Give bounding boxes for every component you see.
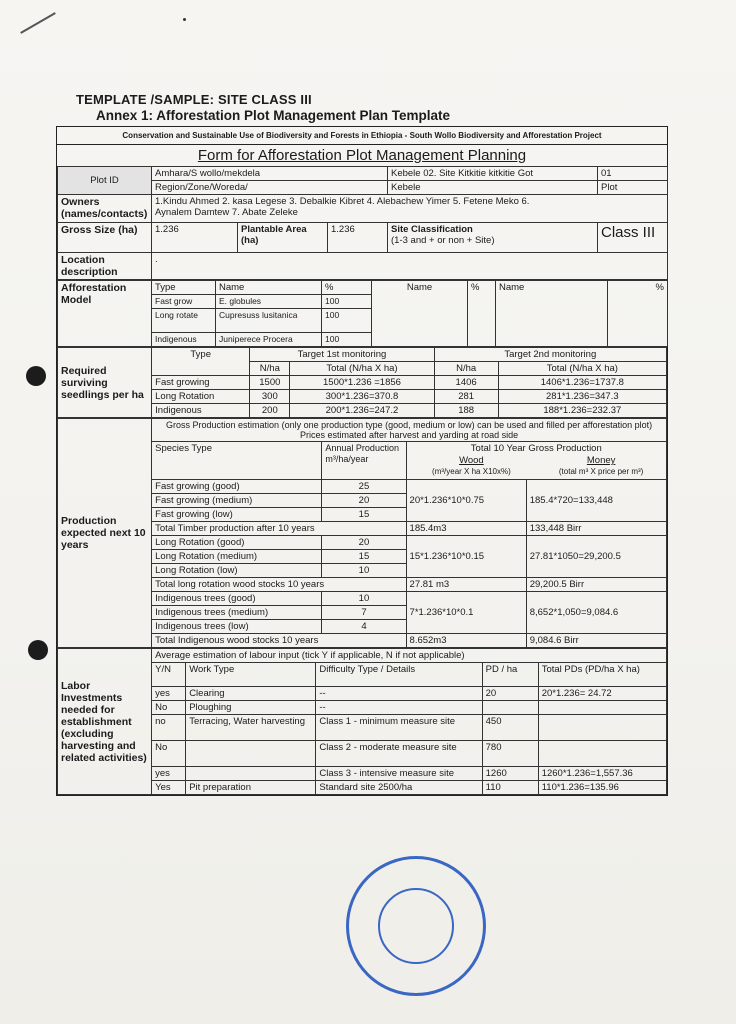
region-label: Region/Zone/Woreda/ xyxy=(155,182,248,193)
labor-yn: yes xyxy=(152,687,186,701)
species-row: Long Rotation (low) xyxy=(152,564,322,578)
owners-line-2: Aynalem Damtew 7. Abate Zeleke xyxy=(155,207,298,218)
afforestation-model-table xyxy=(57,280,668,347)
labor-work xyxy=(186,767,316,781)
form-title: Form for Afforestation Plot Management Planning xyxy=(197,147,527,164)
seedling-type: Fast growing xyxy=(152,376,250,390)
total-10yr-header: Total 10 Year Gross Production xyxy=(470,443,602,454)
labor-yn: No xyxy=(152,701,186,715)
labor-work: Terracing, Water harvesting xyxy=(186,715,316,741)
pen-mark xyxy=(20,12,56,34)
money-unit: (total m³ X price per m³) xyxy=(558,467,644,476)
gross-size-label: Gross Size (ha) xyxy=(58,223,152,253)
long-total-label: Total long rotation wood stocks 10 years xyxy=(152,578,406,592)
production-label: Production expected next 10 years xyxy=(58,419,152,648)
surviving-seedlings-table xyxy=(57,347,667,418)
difficulty-header: Difficulty Type / Details xyxy=(316,663,482,687)
model-species: E. globules xyxy=(216,295,322,309)
location-value: . xyxy=(152,253,668,280)
labor-yn: yes xyxy=(152,767,186,781)
labor-total xyxy=(538,741,666,767)
labor-detail: -- xyxy=(316,701,482,715)
labor-work: Clearing xyxy=(186,687,316,701)
labor-pd: 110 xyxy=(482,781,538,795)
monitoring-1-header: Target 1st monitoring xyxy=(250,348,434,362)
seedling-n1: 300 xyxy=(250,390,290,404)
seedling-n1: 200 xyxy=(250,404,290,418)
indig-total-money: 9,084.6 Birr xyxy=(526,634,666,648)
annex-heading: Annex 1: Afforestation Plot Management Plan Template xyxy=(96,108,451,123)
labor-total: 20*1.236= 24.72 xyxy=(538,687,666,701)
col-pct-3: % xyxy=(608,281,668,347)
wood-header: Wood xyxy=(459,455,484,466)
production-table xyxy=(57,418,667,648)
species-row: Fast growing (good) xyxy=(152,480,322,494)
annual-value: 7 xyxy=(322,606,406,620)
annual-value: 15 xyxy=(322,550,406,564)
seedling-t2: 281*1.236=347.3 xyxy=(498,390,666,404)
labor-detail: Standard site 2500/ha xyxy=(316,781,482,795)
fast-money-calc: 185.4*720=133,448 xyxy=(526,480,666,522)
annual-value: 4 xyxy=(322,620,406,634)
wood-unit: (m³/year X ha X10x%) xyxy=(432,467,511,476)
long-total-money: 29,200.5 Birr xyxy=(526,578,666,592)
indig-total-label: Total Indigenous wood stocks 10 years xyxy=(152,634,406,648)
labor-detail: -- xyxy=(316,687,482,701)
seedling-n2: 281 xyxy=(434,390,498,404)
annual-value: 20 xyxy=(322,536,406,550)
labor-work: Ploughing xyxy=(186,701,316,715)
fast-total-money: 133,448 Birr xyxy=(526,522,666,536)
labor-yn: no xyxy=(152,715,186,741)
nha-header-2: N/ha xyxy=(434,362,498,376)
labor-yn: Yes xyxy=(152,781,186,795)
labor-detail: Class 1 - minimum measure site xyxy=(316,715,482,741)
kebele-label: Kebele xyxy=(391,182,421,193)
pd-header: PD / ha xyxy=(482,663,538,687)
seedling-n1: 1500 xyxy=(250,376,290,390)
labor-pd xyxy=(482,701,538,715)
col-name-3: Name xyxy=(496,281,608,347)
fast-total-wood: 185.4m3 xyxy=(406,522,526,536)
col-pct-1: % xyxy=(322,281,372,295)
long-total-wood: 27.81 m3 xyxy=(406,578,526,592)
owners-value xyxy=(152,195,668,223)
fast-total-label: Total Timber production after 10 years xyxy=(152,522,406,536)
labor-pd: 450 xyxy=(482,715,538,741)
fast-wood-calc: 20*1.236*10*0.75 xyxy=(406,480,526,522)
surviving-type-header: Type xyxy=(152,348,250,376)
region-value: Amhara/S wollo/mekdela xyxy=(152,167,387,181)
labor-detail: Class 2 - moderate measure site xyxy=(316,741,482,767)
official-stamp-inner xyxy=(378,888,454,964)
labor-yn: No xyxy=(152,741,186,767)
site-class-label: Site Classification xyxy=(391,224,473,235)
seedling-t1: 300*1.236=370.8 xyxy=(290,390,434,404)
indig-wood-calc: 7*1.236*10*0.1 xyxy=(406,592,526,634)
nha-header-1: N/ha xyxy=(250,362,290,376)
ink-dot xyxy=(183,18,186,21)
seedling-t1: 200*1.236=247.2 xyxy=(290,404,434,418)
plot-info-table xyxy=(57,166,668,280)
total-pd-header: Total PDs (PD/ha X ha) xyxy=(538,663,666,687)
template-heading: TEMPLATE /SAMPLE: SITE CLASS III xyxy=(76,92,312,107)
model-type: Long rotate xyxy=(152,309,216,333)
site-class-value: Class III xyxy=(598,223,668,253)
plot-number-label: Plot xyxy=(601,182,618,193)
seedling-t2: 1406*1.236=1737.8 xyxy=(498,376,666,390)
labor-total: 110*1.236=135.96 xyxy=(538,781,666,795)
project-title: Conservation and Sustainable Use of Biodiversity and Forests in Ethiopia - South Wollo Biodiversity and Afforestation Project xyxy=(57,127,667,145)
annual-value: 25 xyxy=(322,480,406,494)
labor-label: Labor Investments needed for establishment (excluding harvesting and related activities) xyxy=(58,649,152,795)
model-pct: 100 xyxy=(322,295,372,309)
species-type-header: Species Type xyxy=(152,442,322,480)
seedling-n2: 188 xyxy=(434,404,498,418)
long-wood-calc: 15*1.236*10*0.15 xyxy=(406,536,526,578)
seedling-n2: 1406 xyxy=(434,376,498,390)
labor-pd: 1260 xyxy=(482,767,538,781)
model-pct: 100 xyxy=(322,309,372,333)
model-pct: 100 xyxy=(322,333,372,347)
money-header: Money xyxy=(586,455,616,466)
afforestation-model-label: Afforestation Model xyxy=(58,281,152,347)
labor-table xyxy=(57,648,667,795)
species-row: Long Rotation (medium) xyxy=(152,550,322,564)
col-type: Type xyxy=(152,281,216,295)
punch-hole-bottom xyxy=(28,640,48,660)
labor-note: Average estimation of labour input (tick Y if applicable, N if not applicable) xyxy=(152,649,667,663)
species-row: Indigenous trees (medium) xyxy=(152,606,322,620)
species-row: Fast growing (medium) xyxy=(152,494,322,508)
punch-hole-top xyxy=(26,366,46,386)
production-note: Gross Production estimation (only one production type (good, medium or low) can be used and filled per afforestation plot) Prices estimated after harvest and yarding at road side xyxy=(152,419,667,442)
model-type: Fast grow xyxy=(152,295,216,309)
labor-detail: Class 3 - intensive measure site xyxy=(316,767,482,781)
col-pct-2: % xyxy=(468,281,496,347)
annual-value: 15 xyxy=(322,508,406,522)
species-row: Long Rotation (good) xyxy=(152,536,322,550)
gross-size-value: 1.236 xyxy=(152,223,238,253)
total-header-2: Total (N/ha X ha) xyxy=(498,362,666,376)
labor-pd: 780 xyxy=(482,741,538,767)
plantable-area-value: 1.236 xyxy=(328,223,388,253)
plot-number-value: 01 xyxy=(598,167,667,181)
work-type-header: Work Type xyxy=(186,663,316,687)
seedling-t1: 1500*1.236 =1856 xyxy=(290,376,434,390)
monitoring-2-header: Target 2nd monitoring xyxy=(434,348,666,362)
total-header-1: Total (N/ha X ha) xyxy=(290,362,434,376)
model-species: Cupresuss lusitanica xyxy=(216,309,322,333)
seedling-type: Indigenous xyxy=(152,404,250,418)
long-money-calc: 27.81*1050=29,200.5 xyxy=(526,536,666,578)
labor-total xyxy=(538,715,666,741)
col-name-2: Name xyxy=(372,281,468,347)
species-row: Indigenous trees (good) xyxy=(152,592,322,606)
model-species: Juniperece Procera xyxy=(216,333,322,347)
plantable-area-label: Plantable Area (ha) xyxy=(238,223,328,253)
labor-work xyxy=(186,741,316,767)
site-class-hint: (1-3 and + or non + Site) xyxy=(391,235,495,246)
kebele-value: Kebele 02. Site Kitkitie kitkitie Got xyxy=(388,167,597,181)
form-frame xyxy=(56,126,668,796)
seedling-type: Long Rotation xyxy=(152,390,250,404)
location-label: Location description xyxy=(58,253,152,280)
owners-label: Owners (names/contacts) xyxy=(58,195,152,223)
labor-work: Pit preparation xyxy=(186,781,316,795)
col-name-1: Name xyxy=(216,281,322,295)
surviving-label: Required surviving seedlings per ha xyxy=(58,348,152,418)
indig-money-calc: 8,652*1,050=9,084.6 xyxy=(526,592,666,634)
annual-production-header: Annual Production m³/ha/year xyxy=(322,442,406,480)
annual-value: 10 xyxy=(322,592,406,606)
owners-line-1: 1.Kindu Ahmed 2. kasa Legese 3. Debalkie Kibret 4. Alebachew Yimer 5. Fetene Meko 6. xyxy=(155,196,530,207)
seedling-t2: 188*1.236=232.37 xyxy=(498,404,666,418)
model-type: Indigenous xyxy=(152,333,216,347)
annual-value: 10 xyxy=(322,564,406,578)
plot-id-label: Plot ID xyxy=(58,167,152,195)
indig-total-wood: 8.652m3 xyxy=(406,634,526,648)
species-row: Indigenous trees (low) xyxy=(152,620,322,634)
labor-pd: 20 xyxy=(482,687,538,701)
labor-total xyxy=(538,701,666,715)
labor-total: 1260*1.236=1,557.36 xyxy=(538,767,666,781)
yn-header: Y/N xyxy=(152,663,186,687)
annual-value: 20 xyxy=(322,494,406,508)
species-row: Fast growing (low) xyxy=(152,508,322,522)
